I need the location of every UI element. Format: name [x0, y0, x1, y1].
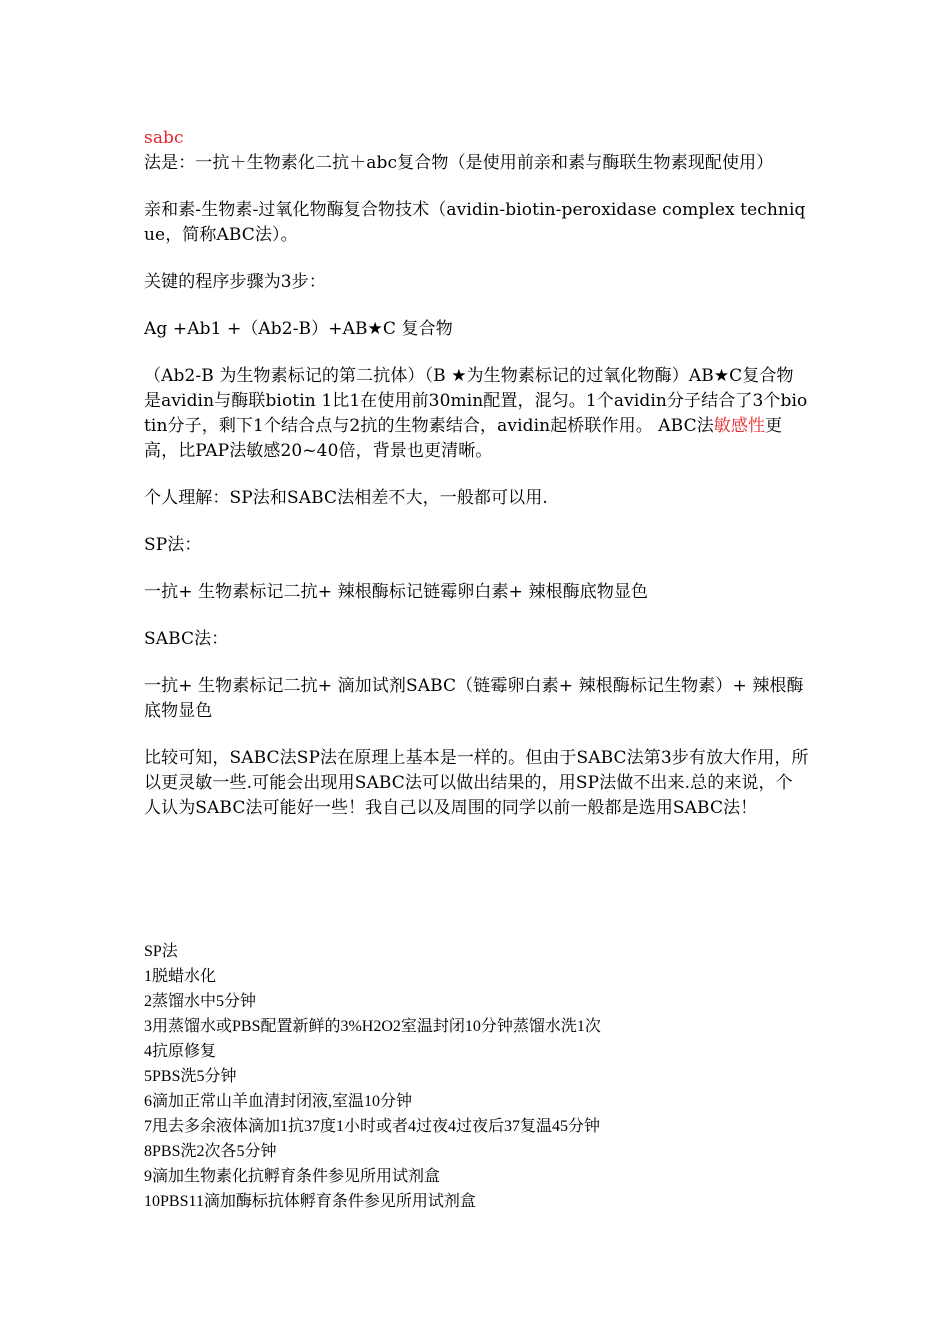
paragraph-sp-procedure: 一抗+ 生物素标记二抗+ 辣根酶标记链霉卵白素+ 辣根酶底物显色	[144, 582, 649, 602]
text: 法是：一抗＋生物素化二抗＋abc复合物（是使用前亲和素与酶联生物素现配使用）	[144, 153, 774, 173]
paragraph-formula: Ag +Ab1 +（Ab2-B）+AB★C 复合物	[144, 319, 453, 339]
step-item: 6滴加正常山羊血清封闭液,室温10分钟	[144, 1093, 413, 1110]
text: （Ab2-B 为生物素标记的第二抗体）（B ★为生物素标记的过氧化物酶）AB★C复合物是avidin与酶联biotin 1比1在使用前30min配置，混匀。1个avidin分子结合了3个biotin分子，剩下1个结合点与2抗的生物素结合，avidin起桥联作用。 ABC法	[144, 366, 808, 436]
paragraph-sabc-heading: SABC法：	[144, 629, 229, 649]
paragraph-sp-heading: SP法：	[144, 535, 202, 555]
paragraph-personal-understanding: 个人理解：SP法和SABC法相差不大，一般都可以用.	[144, 488, 548, 508]
paragraph-comparison: 比较可知，SABC法SP法在原理上基本是一样的。但由于SABC法第3步有放大作用，所以更灵敏一些.可能会出现用SABC法可以做出结果的，用SP法做不出来.总的来说，个人认为SABC法可能好一些！我自己以及周围的同学以前一般都是选用SABC法！	[144, 748, 809, 818]
step-item: 1脱蜡水化	[144, 968, 217, 985]
step-item: 7甩去多余液体滴加1抗37度1小时或者4过夜4过夜后37复温45分钟	[144, 1118, 601, 1135]
paragraph-sabc-procedure: 一抗+ 生物素标记二抗+ 滴加试剂SABC（链霉卵白素+ 辣根酶标记生物素）+ 辣根酶底物显色	[144, 676, 804, 721]
text: 更高，比PAP法敏感20~40倍，背景也更清晰。	[144, 416, 783, 461]
step-item: 4抗原修复	[144, 1043, 217, 1060]
paragraph-abc-technique: 亲和素-生物素-过氧化物酶复合物技术（avidin-biotin-peroxidase complex technique，简称ABC法）。	[144, 200, 806, 245]
step-item: 8PBS洗2次各5分钟	[144, 1143, 277, 1160]
step-item: 5PBS洗5分钟	[144, 1068, 237, 1085]
highlight-sabc: sabc	[144, 128, 184, 148]
sp-steps-title: SP法	[144, 943, 178, 960]
step-item: 9滴加生物素化抗孵育条件参见所用试剂盒	[144, 1168, 441, 1185]
step-item: 3用蒸馏水或PBS配置新鲜的3%H2O2室温封闭10分钟蒸馏水洗1次	[144, 1018, 601, 1035]
step-item: 2蒸馏水中5分钟	[144, 993, 257, 1010]
paragraph-sabc-definition	[144, 126, 809, 176]
blank-space	[144, 843, 809, 939]
document-body	[144, 126, 809, 1214]
step-item: 10PBS11滴加酶标抗体孵育条件参见所用试剂盒	[144, 1193, 476, 1210]
highlight-sensitivity: 敏感性	[713, 416, 766, 436]
paragraph-abc-explanation	[144, 364, 809, 464]
paragraph-key-steps: 关键的程序步骤为3步：	[144, 272, 326, 292]
